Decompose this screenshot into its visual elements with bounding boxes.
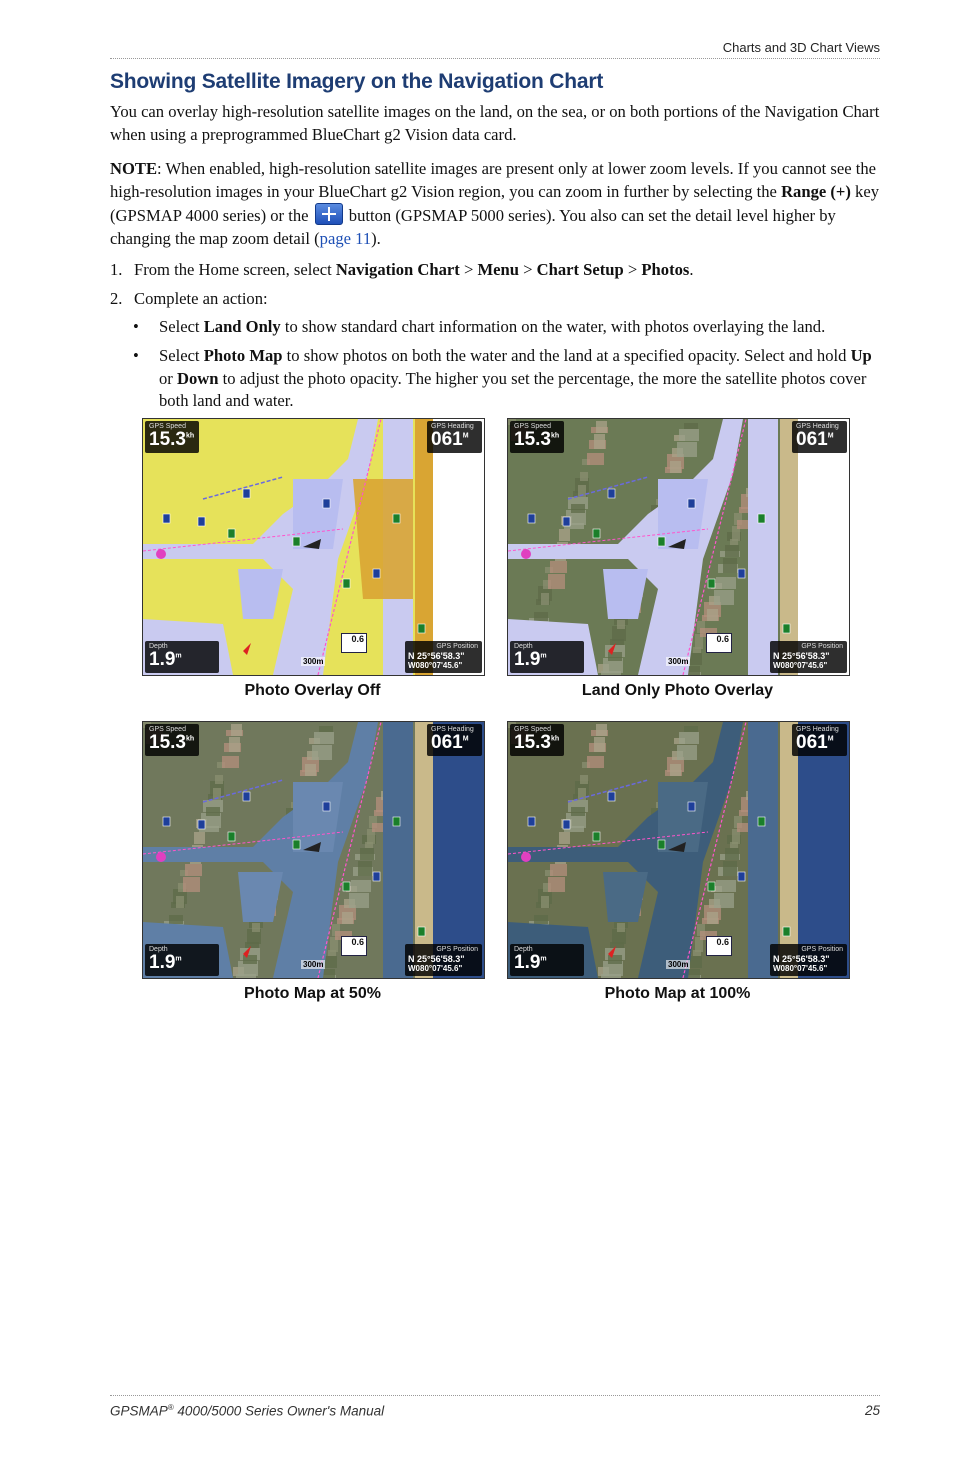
gps-position-panel: GPS Position N 25°56'58.3" W080°07'45.6": [405, 641, 482, 673]
scale-label: 300m: [303, 657, 324, 666]
gps-speed-panel: GPS Speed $15.3^{kh}$: [145, 724, 199, 756]
chart-map-graphic: [508, 419, 849, 675]
caption-photo-overlay-off: Photo Overlay Off: [244, 682, 381, 699]
map-photo-map-50: [142, 721, 485, 979]
chart-map-graphic: [143, 722, 484, 978]
bullet-icon: •: [133, 317, 139, 336]
gps-speed-panel: GPS Speed $15.3^{kh}$: [510, 421, 564, 453]
gps-position-panel: GPS Position N 25°56'58.3" W080°07'45.6": [770, 944, 847, 976]
section-heading: Showing Satellite Imagery on the Navigation Chart: [110, 70, 604, 93]
depth-panel: Depth 1.9$^m$: [510, 944, 584, 976]
map-photo-map-100: [507, 721, 850, 979]
gps-heading-panel: GPS Heading $061^M$: [427, 724, 482, 756]
gps-speed-panel: GPS Speed $15.3^{kh}$: [145, 421, 199, 453]
chart-map-graphic: [508, 722, 849, 978]
scale-label: 300m: [668, 657, 689, 666]
gps-heading-panel: GPS Heading $061^M$: [427, 421, 482, 453]
gps-position-panel: GPS Position N 25°56'58.3" W080°07'45.6": [405, 944, 482, 976]
caption-photo-map-100: Photo Map at 100%: [604, 985, 751, 1002]
note-label: NOTE: [110, 159, 158, 178]
depth-marker: 0.6: [706, 633, 732, 653]
bullet-icon: •: [133, 346, 139, 365]
page-link[interactable]: page 11: [319, 228, 372, 248]
map-land-only-overlay: [507, 418, 850, 676]
note-paragraph: NOTE: When enabled, high-resolution satellite images are present only at lower zoom levels. If you cannot see the high-resolution images in your BlueChart g2 Vision region, you can zoom in further by selecting the Range (+) key (GPSMAP 4000 series) or the button (GPSMAP 5000 series). You also can set the detail level higher by changing the map zoom detail (page 11).: [110, 159, 880, 248]
page-number: 25: [864, 1403, 880, 1418]
range-key: Range (+): [781, 181, 851, 201]
caption-land-only: Land Only Photo Overlay: [581, 682, 774, 699]
gps-heading-panel: GPS Heading $061^M$: [792, 421, 847, 453]
caption-photo-map-50: Photo Map at 50%: [244, 985, 381, 1002]
scale-label: 300m: [303, 960, 324, 969]
step-2: 2. Complete an action:: [110, 289, 268, 308]
gps-position-panel: GPS Position N 25°56'58.3" W080°07'45.6": [770, 641, 847, 673]
plus-button-icon: [315, 203, 343, 225]
gps-heading-panel: GPS Heading $061^M$: [792, 724, 847, 756]
footer-divider: [110, 1395, 880, 1396]
scale-label: 300m: [668, 960, 689, 969]
gps-speed-panel: GPS Speed $15.3^{kh}$: [510, 724, 564, 756]
depth-marker: 0.6: [341, 936, 367, 956]
depth-marker: 0.6: [706, 936, 732, 956]
footer-manual-title: GPSMAP® 4000/5000 Series Owner's Manual: [110, 1403, 385, 1419]
depth-panel: Depth 1.9$^m$: [145, 641, 219, 673]
depth-marker: 0.6: [341, 633, 367, 653]
header-divider: [110, 58, 880, 59]
depth-panel: Depth 1.9$^m$: [510, 641, 584, 673]
step-1: 1. From the Home screen, select Navigation Chart > Menu > Chart Setup > Photos.: [110, 260, 694, 279]
map-photo-overlay-off: [142, 418, 485, 676]
chart-map-graphic: [143, 419, 484, 675]
intro-paragraph: You can overlay high-resolution satellite images on the land, on the sea, or on both portions of the Navigation Chart when using a preprogrammed BlueChart g2 Vision data card.: [110, 102, 880, 144]
running-header: Charts and 3D Chart Views: [722, 40, 880, 55]
depth-panel: Depth 1.9$^m$: [145, 944, 219, 976]
